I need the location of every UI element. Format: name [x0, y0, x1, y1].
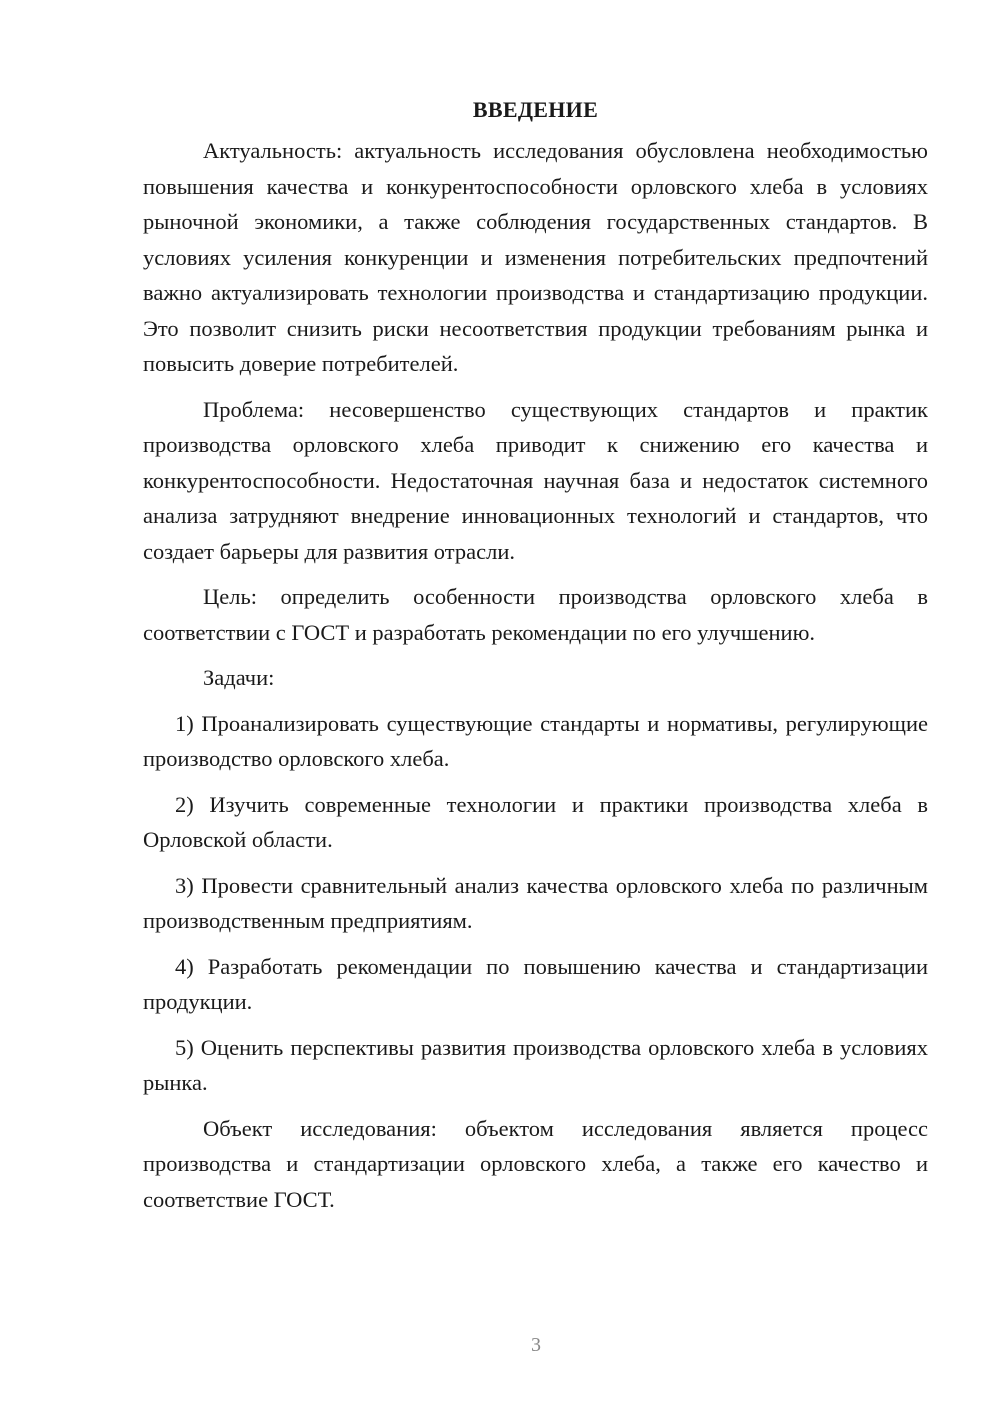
paragraph-problem: Проблема: несовершенство существующих стандартов и практик производства орловского хлеба приводит к снижению его качества и конкурентоспособности. Недостаточная научная база и недостаток системного анализа затрудняют внедрение инновационных технологий и стандартов, что создает барьеры для развития отрасли. [143, 396, 928, 564]
task-item-4: 4) Разработать рекомендации по повышению качества и стандартизации продукции. [143, 953, 928, 1014]
task-item-1: 1) Проанализировать существующие стандарты и нормативы, регулирующие производство орловского хлеба. [143, 710, 928, 771]
task-item-2: 2) Изучить современные технологии и практики производства хлеба в Орловской области. [143, 791, 928, 852]
task-item-3: 3) Провести сравнительный анализ качества орловского хлеба по различным производственным предприятиям. [143, 872, 928, 933]
paragraph-object: Объект исследования: объектом исследования является процесс производства и стандартизации орловского хлеба, а также его качество и соответствие ГОСТ. [143, 1115, 928, 1212]
paragraph-relevance: Актуальность: актуальность исследования обусловлена необходимостью повышения качества и конкурентоспособности орловского хлеба в условиях рыночной экономики, а также соблюдения государственных стандартов. В условиях усиления конкуренции и изменения потребительских предпочтений важно актуализировать технологии производства и стандартизацию продукции. Это позволит снизить риски несоответствия продукции требованиям рынка и повысить доверие потребителей. [143, 138, 928, 376]
paragraph-goal: Цель: определить особенности производства орловского хлеба в соответствии с ГОСТ и разработать рекомендации по его улучшению. [143, 584, 928, 645]
task-item-5: 5) Оценить перспективы развития производства орловского хлеба в условиях рынка. [143, 1034, 928, 1095]
section-title: ВВЕДЕНИЕ [472, 97, 599, 122]
paragraph-tasks-heading: Задачи: [203, 665, 275, 690]
page-content [143, 92, 928, 1227]
page-number: 3 [531, 1334, 541, 1356]
